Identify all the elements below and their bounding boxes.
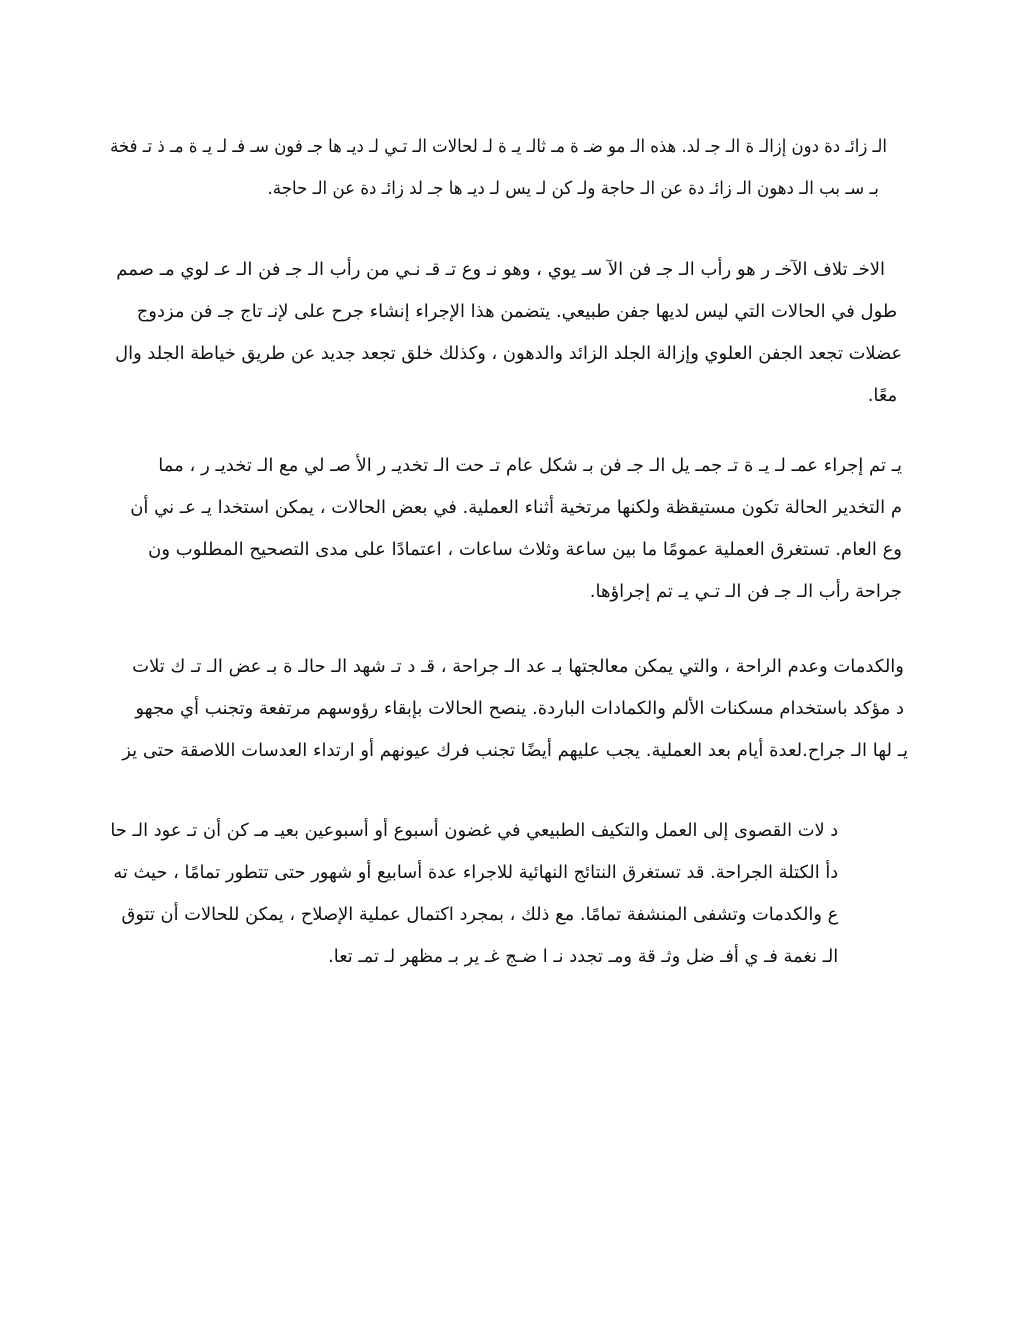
paragraph-line: جراحة رأب الـ جـ فن الـ تـي يـ تم إجراؤها.	[589, 581, 902, 602]
paragraph-line: طول في الحالات التي ليس لديها جفن طبيعي. يتضمن هذا الإجراء إنشاء جرح على لإنـ تاج جـ فن مزدوج	[136, 301, 898, 322]
paragraph-line: والكدمات وعدم الراحة ، والتي يمكن معالجتها بـ عد الـ جراحة ، قـ د تـ شهد الـ حالـ ة بـ عض الـ تـ ك تلات	[132, 656, 904, 677]
paragraph-2	[108, 249, 902, 417]
paragraph-line: د لات القصوى إلى العمل والتكيف الطبيعي في غضون أسبوع أو أسبوعين بعيـ مـ كن أن تـ عود الـ حا	[110, 820, 838, 841]
paragraph-line: عضلات تجعد الجفن العلوي وإزالة الجلد الزائد والدهون ، وكذلك خلق تجعد جديد عن طريق خياطة الجلد وال	[115, 343, 902, 364]
paragraph-line: دأ الكتلة الجراحة. قد تستغرق النتائج النهائية للاجراء عدة أسابيع أو شهور حتى تتطور تمامًا ، حيث ته	[113, 862, 838, 883]
paragraph-line: يـ لها الـ جراح.لعدة أيام بعد العملية. يجب عليهم أيضًا تجنب فرك عيونهم أو ارتداء العدسات اللاصقة حتى يز	[122, 740, 908, 761]
paragraph-line: بـ سـ بب الـ دهون الـ زائـ دة عن الـ حاجة ولـ كن لـ يس لـ ديـ ها جـ لد زائـ دة عن الـ حاجة.	[267, 178, 879, 199]
paragraph-line: معًا.	[867, 385, 897, 406]
paragraph-line: م التخدير الحالة تكون مستيقظة ولكنها مرتخية أثناء العملية. في بعض الحالات ، يمكن استخدا يـ عـ ني أن	[130, 497, 902, 518]
paragraph-line: د مؤكد باستخدام مسكنات الألم والكمادات الباردة. ينصح الحالات بإبقاء رؤوسهم مرتفعة وتجنب أي مجهو	[135, 698, 904, 719]
paragraph-4	[122, 646, 908, 772]
paragraph-line: يـ تم إجراء عمـ لـ يـ ة تـ جمـ يل الـ جـ فن بـ شكل عام تـ حت الـ تخديـ ر الأ صـ لي مع الـ تخديـ ر ، مما	[158, 455, 902, 476]
paragraph-line: ع والكدمات وتشفى المنشفة تمامًا. مع ذلك ، بمجرد اكتمال عملية الإصلاح ، يمكن للحالات أن تتوق	[121, 904, 838, 925]
paragraph-5	[103, 810, 838, 978]
paragraph-line: الـ زائـ دة دون إزالـ ة الـ جـ لد. هذه الـ مو ضـ ة مـ ثالـ يـ ة لـ لحالات الـ تـي لـ ديـ ها جـ فون سـ فـ لـ يـ ة مـ ذ تـ فخة	[110, 136, 887, 157]
paragraph-line: الاخـ تلاف الآخـ ر هو رأب الـ جـ فن الآ سـ يوي ، وهو نـ وع تـ قـ نـي من رأب الـ جـ فن الـ عـ لوي مـ صمم	[116, 259, 885, 280]
paragraph-line: الـ نغمة فـ ي أفـ ضل وثـ قة ومـ تجدد نـ ا ضـج غـ ير بـ مظهر لـ تمـ تعا.	[327, 946, 838, 967]
paragraph-line: وع العام. تستغرق العملية عمومًا ما بين ساعة وثلاث ساعات ، اعتمادًا على مدى التصحيح المطلوب ون	[148, 539, 902, 560]
paragraph-3	[130, 445, 902, 613]
paragraph-1	[38, 126, 887, 210]
